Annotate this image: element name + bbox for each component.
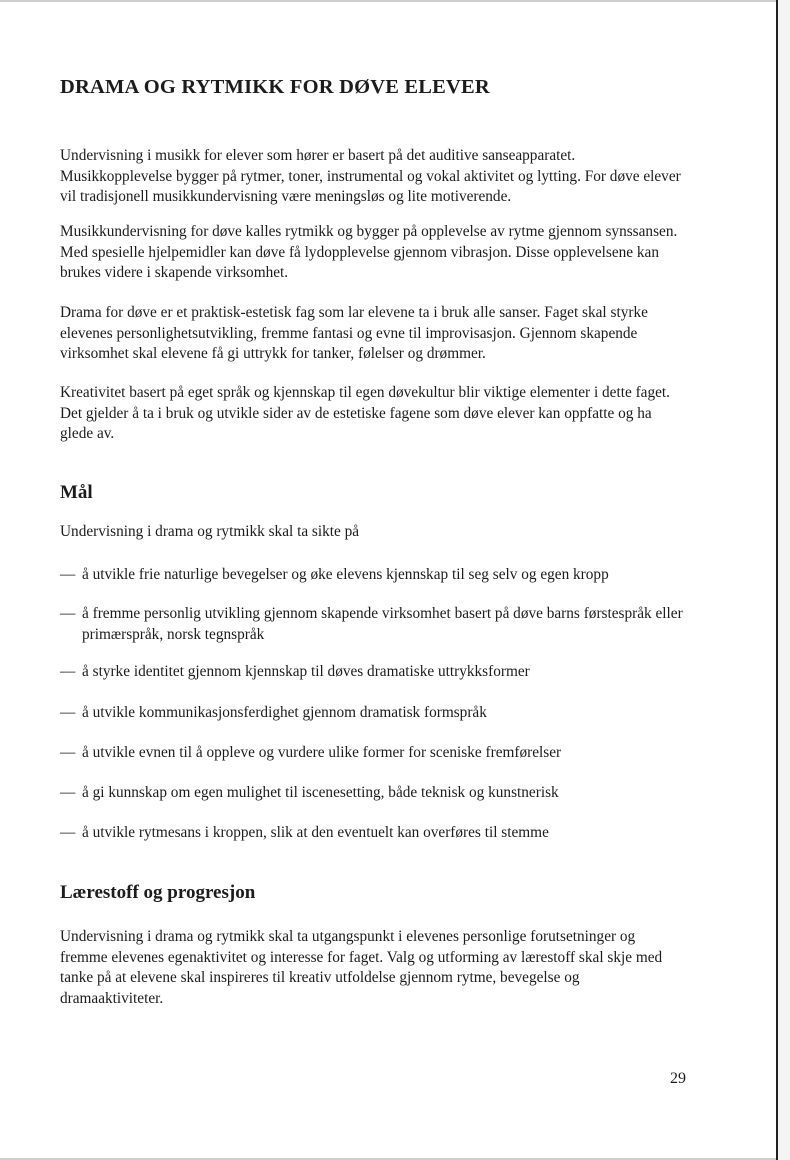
goal-item bbox=[60, 783, 686, 804]
goal-item bbox=[60, 823, 686, 844]
goal-item-text: å styrke identitet gjennom kjennskap til døves dramatiske uttrykksformer bbox=[82, 663, 530, 680]
intro-paragraph-4: Kreativitet basert på eget språk og kjennskap til egen døvekultur blir viktige elementer i dette faget. Det gjelder å ta i bruk og utvikle sider av de estetiske fagene som døve elever kan oppfatte og ha glede av. bbox=[60, 384, 670, 442]
content-heading: Lærestoff og progresjon bbox=[60, 882, 256, 903]
dash-bullet: — bbox=[60, 566, 76, 583]
goal-item-text: å utvikle rytmesans i kroppen, slik at den eventuelt kan overføres til stemme bbox=[82, 824, 549, 841]
page-number: 29 bbox=[670, 1070, 686, 1087]
dash-bullet: — bbox=[60, 784, 76, 801]
intro-paragraph-1: Undervisning i musikk for elever som hører er basert på det auditive sanseapparatet. Musikkopplevelse bygger på rytmer, toner, instrumental og vokal aktivitet og lytting. For døve elever vil tradisjonell musikkundervisning være meningsløs og lite motiverende. bbox=[60, 147, 681, 205]
intro-paragraph-2: Musikkundervisning for døve kalles rytmikk og bygger på opplevelse av rytme gjennom synssansen. Med spesielle hjelpemidler kan døve få lydopplevelse gjennom vibrasjon. Disse opplevelsene kan brukes videre i skapende virksomhet. bbox=[60, 223, 678, 281]
dash-bullet: — bbox=[60, 704, 76, 721]
goal-item-text: å gi kunnskap om egen mulighet til iscenesetting, både teknisk og kunstnerisk bbox=[82, 784, 559, 801]
goal-item bbox=[60, 604, 686, 645]
goal-item-text: å utvikle evnen til å oppleve og vurdere ulike former for sceniske fremførelser bbox=[82, 744, 562, 761]
goal-item bbox=[60, 662, 686, 683]
content-paragraph: Undervisning i drama og rytmikk skal ta utgangspunkt i elevenes personlige forutsetninger og fremme elevenes egenaktivitet og interesse for faget. Valg og utforming av lærestoff skal skje med tanke på at elevene skal inspireres til kreativ utfoldelse gjennom rytme, bevegelse og dramaaktiviteter. bbox=[60, 928, 663, 1007]
dash-bullet: — bbox=[60, 663, 76, 680]
goal-item-text: å fremme personlig utvikling gjennom skapende virksomhet basert på døve barns førstespråk eller primærspråk, norsk tegnspråk bbox=[82, 605, 683, 643]
goal-item bbox=[60, 703, 686, 724]
goals-heading: Mål bbox=[60, 482, 93, 503]
goal-item-text: å utvikle frie naturlige bevegelser og øke elevens kjennskap til seg selv og egen kropp bbox=[82, 566, 609, 583]
dash-bullet: — bbox=[60, 605, 76, 622]
goals-lead: Undervisning i drama og rytmikk skal ta sikte på bbox=[60, 523, 360, 540]
page-top-edge bbox=[0, 0, 778, 2]
intro-paragraph-3: Drama for døve er et praktisk-estetisk fag som lar elevene ta i bruk alle sanser. Faget skal styrke elevenes personlighetsutvikling, fremme fantasi og evne til improvisasjon. Gjennom skapende virksomhet skal elevene få gi uttrykk for tanker, følelser og drømmer. bbox=[60, 304, 648, 362]
goal-item bbox=[60, 565, 686, 586]
dash-bullet: — bbox=[60, 824, 76, 841]
dash-bullet: — bbox=[60, 744, 76, 761]
goal-item bbox=[60, 743, 686, 764]
goal-item-text: å utvikle kommunikasjonsferdighet gjennom dramatisk formspråk bbox=[82, 704, 487, 721]
page-title: DRAMA OG RYTMIKK FOR DØVE ELEVER bbox=[60, 76, 490, 98]
page-right-edge bbox=[776, 0, 790, 1160]
